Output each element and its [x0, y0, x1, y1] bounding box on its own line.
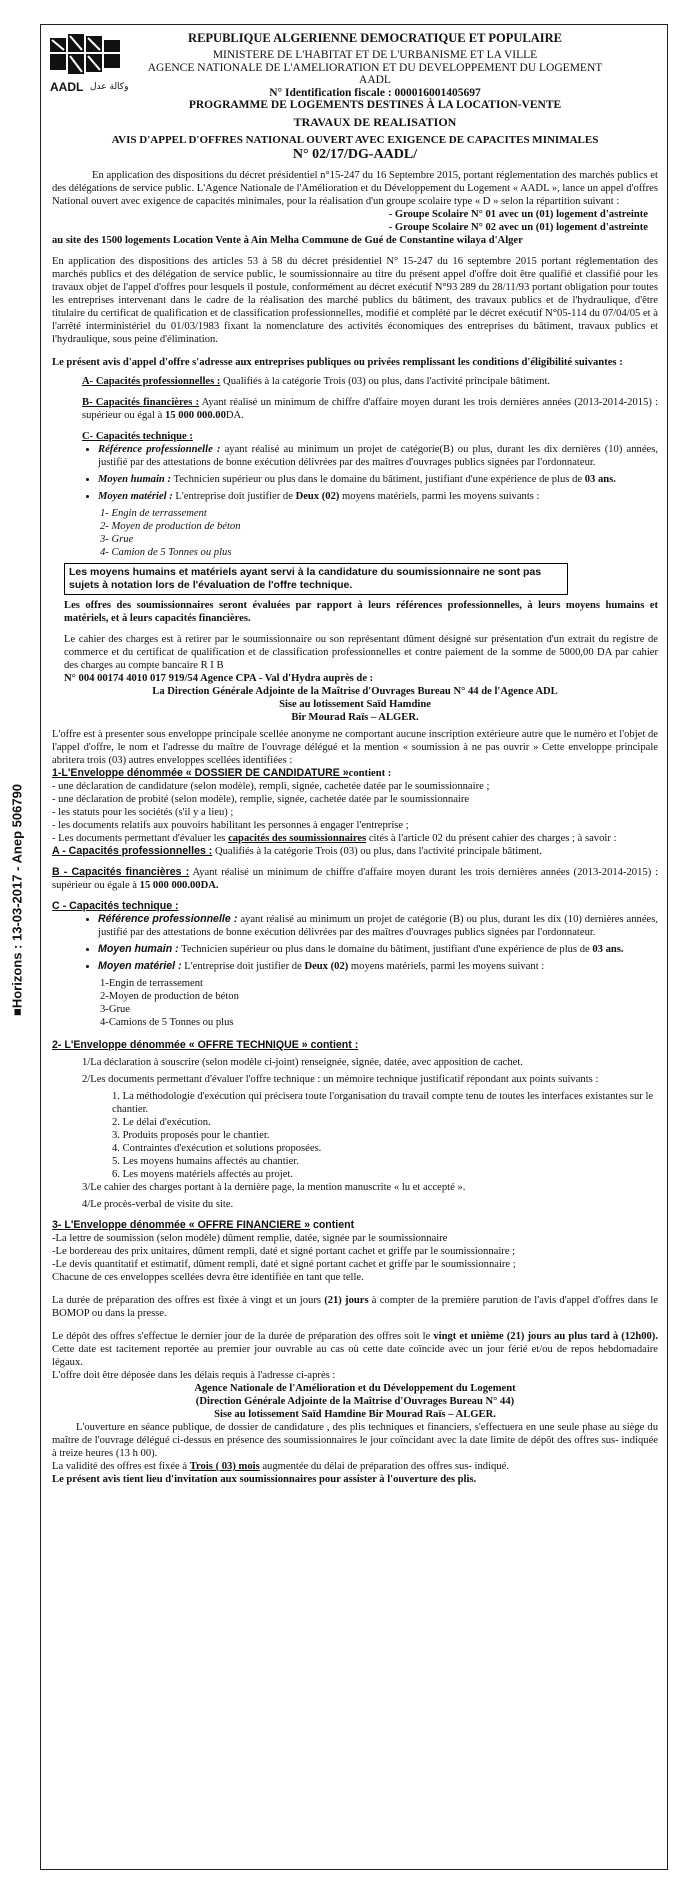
env1-title: 1-L'Enveloppe dénommée « DOSSIER DE CANDIDATURE »contient :	[52, 767, 392, 779]
env1-capC-label: C - Capacités technique :	[52, 900, 179, 912]
cahier-addr2: Sise au lotissement Saïd Hamdine	[279, 699, 431, 710]
boxed-note: Les moyens humains et matériels ayant servi à la candidature du soumissionnaire ne sont pas sujets à notation lors de l'évaluation de l'offre technique.	[64, 563, 568, 595]
intro-paragraph: En application des dispositions du décret présidentiel n°15-247 du 16 Septembre 2015, portant réglementation des marchés publics et des délégations de service public. L'Agence Nationale de l'Amélioration et du Développement du Logement « AADL », lance un appel d'offres National ouvert avec exigence de capacités minimales, pour la réalisation d'un groupe scolaire type « D » selon la répartition suivant :	[52, 170, 658, 207]
env2-title: 2- L'Enveloppe dénommée « OFFRE TECHNIQUE » contient :	[52, 1039, 359, 1051]
env2-point-5: 5. Les moyens humains affectés au chantier.	[112, 1156, 299, 1167]
duration-paragraph: La durée de préparation des offres est fixée à vingt et un jours (21) jours à compter de la première parution de l'avis d'appel d'offres dans le BOMOP ou dans la presse.	[52, 1295, 658, 1319]
rib-line: N° 004 00174 4010 017 919/54 Agence CPA - Val d'Hydra auprès de :	[64, 673, 374, 684]
opening-paragraph: L'ouverture en séance publique, de dossier de candidature , des plis techniques et financiers, s'effectuera en une seule phase au siège du maître de l'ouvrage délégué ci-dessus en présence des soumissionnaires le jour coïncidant avec la date limite de dépôt des offres sus- indiquée à treize heures (13 h 00).	[52, 1422, 658, 1459]
capacity-technical-label: C- Capacités technique :	[82, 431, 193, 442]
tech-human: • Moyen humain : Technicien supérieur ou plus dans le domaine du bâtiment, justifiant d'une expérience de plus de 03 ans.	[98, 473, 658, 486]
env3-title: 3- L'Enveloppe dénommée « OFFRE FINANCIERE » contient	[52, 1219, 355, 1231]
env1-tech-material: • Moyen matériel : L'entreprise doit justifier de Deux (02) moyens matériels, parmi les moyens suivant :	[98, 960, 658, 973]
group-1: - Groupe Scolaire N° 01 avec un (01) logement d'astreinte	[388, 209, 648, 220]
address-intro: L'offre doit être déposée dans les délais requis à l'adresse ci-après :	[52, 1370, 336, 1381]
regulation-paragraph: En application des dispositions des articles 53 à 58 du décret présidentiel N° 15-247 du 16 septembre 2015 portant réglementation des marchés publics et des délégation de service public, le soumissionnaire au titre du présent appel d'offre doit être qualifié et classifié pour les travaux objet de l'appel d'offres pour lesquels il postule, conformément au décret exécutif N°93 289 du 28/11/93 portant obligation pour toutes les entreprises intervenant dans le cadre de la réalisation des marché publics du bâtiment, des travaux publics et de l'hydraulique, d'être titulaire du certificat de qualification et de classification professionnelles, modifié et complété par le décret exécutif N°05-114 du 07/04/05 et à l'arrêté interministériel du 01/03/1983 fixant la nomenclature des activités économiques des entreprises du bâtiment, travaux publics et l'hydraulique, sous peine d'élimination.	[52, 256, 658, 345]
env1-item-4: - les documents relatifs aux pouvoirs habilitant les personnes à engager l'entreprise ;	[52, 820, 409, 831]
logo-arabic: وكالة عدل	[90, 82, 129, 92]
closing-addr2: (Direction Générale Adjointe de la Maîtrise d'Ouvrages Bureau N° 44)	[195, 1396, 515, 1407]
env2-item-3: 3/Le cahier des charges portant à la dernière page, la mention manuscrite « lu et accepté ».	[82, 1182, 466, 1193]
env1-technical-list	[52, 913, 658, 973]
envelope-intro: L'offre est à presenter sous enveloppe principale scellée anonyme ne comportant aucune inscription extérieure autre que le numéro et l'objet de l'appel d'offre, le nom et l'adresse du maître de l'ouvrage délégué et la mention « soumission à ne pas ouvrir » Cette enveloppe principale abritera trois (03) autres enveloppes scellées identifiées :	[52, 729, 658, 766]
env1-item-3: - les statuts pour les sociétés (s'il y a lieu) ;	[52, 807, 234, 818]
site-line: au site des 1500 logements Location Vente à Ain Melha Commune de Gué de Constantine wilaya d'Alger	[52, 235, 523, 246]
env2-item-2: 2/Les documents permettant d'évaluer l'offre technique : un mémoire technique justificatif répondant aux points suivants :	[82, 1074, 599, 1085]
capacity-financial: B- Capacités financières : Ayant réalisé un minimum de chiffre d'affaire moyen durant les trois dernières années (2013-2014-2015) : supérieur ou égal à 15 000 000.00DA.	[82, 397, 659, 421]
env1-item-5: - Les documents permettant d'évaluer les capacités des soumissionnaires cités à l'article 02 du présent cahier des charges ; à savoir :	[52, 833, 617, 844]
env3-item-3: -Le devis quantitatif et estimatif, dûment rempli, daté et signé portant cachet et griffe par le soumissionnaire ;	[52, 1259, 516, 1270]
programme-title: PROGRAMME DE LOGEMENTS DESTINES À LA LOCATION-VENTE	[188, 99, 562, 111]
cahier-addr1: La Direction Générale Adjointe de la Maîtrise d'Ouvrages Bureau N° 44 de l'Agence ADL	[152, 686, 558, 697]
env1-capB: B - Capacités financières : Ayant réalisé un minimum de chiffre d'affaire moyen durant les trois dernières années (2013-2014-2015) : supérieur ou égale à 15 000 000.00DA.	[52, 866, 659, 891]
env1-tech-reference: • Référence professionnelle : ayant réalisé au minimum un projet de catégorie (B) ou plus, durant les dix (10) dernières années, justifié par des attestations de bonne exécution délivrées par des maîtres d'ouvrages publics signées par l'ordonnateur.	[98, 913, 658, 939]
env3-item-4: Chacune de ces enveloppes scellées devra être identifiée en tant que telle.	[52, 1272, 364, 1283]
env1-capA: A - Capacités professionnelles : Qualifiés à la catégorie Trois (03) ou plus, dans l'activité principale bâtiment.	[52, 845, 542, 857]
env2-point-1: 1. La méthodologie d'exécution qui précisera toute l'organisation du travail compte tenu de toutes les interfaces existantes sur le chantier.	[112, 1091, 654, 1115]
closing-addr3: Sise au lotissement Saïd Hamdine Bir Mourad Raïs – ALGER.	[214, 1409, 496, 1420]
invitation-line: Le présent avis tient lieu d'invitation aux soumissionnaires pour assister à l'ouverture des plis.	[52, 1474, 477, 1485]
env1-tech-human: • Moyen humain : Technicien supérieur ou plus dans le domaine du bâtiment, justifiant d'une expérience de plus de 03 ans.	[98, 943, 658, 956]
env1-item-2: - une déclaration de probité (selon modèle), remplie, signée, cachetée datée par le soumissionnaire	[52, 794, 470, 805]
deposit-paragraph: Le dépôt des offres s'effectue le dernier jour de la durée de préparation des offres soit le vingt et unième (21) jours au plus tard à (12h00). Cette date est tacitement reportée au premier jour ouvrable au cas où cette date coïncide avec un jour férié et/ou de repos hebdomadaire légaux.	[52, 1331, 658, 1368]
republic-title: REPUBLIQUE ALGERIENNE DEMOCRATIQUE ET POPULAIRE	[188, 31, 562, 45]
env1-mean-4: 4-Camions de 5 Tonnes ou plus	[100, 1017, 234, 1028]
tech-reference: • Référence professionnelle : ayant réalisé au minimum un projet de catégorie(B) ou plus, durant les dix dernières (10) années, justifié par des attestations de bonne exécution délivrées par des maîtres d'ouvrages publics signées par l'ordonnateur.	[98, 443, 658, 469]
env1-mean-2: 2-Moyen de production de béton	[100, 991, 239, 1002]
notice-content	[52, 32, 658, 1486]
agency-abbr: AADL	[359, 74, 391, 86]
group-2: - Groupe Scolaire N° 02 avec un (01) logement d'astreinte	[388, 222, 648, 233]
mean-4: 4- Camion de 5 Tonnes ou plus	[100, 547, 232, 558]
env1-mean-1: 1-Engin de terrassement	[100, 978, 203, 989]
evaluation-note: Les offres des soumissionnaires seront évaluées par rapport à leurs références professionnelles, à leurs moyens humains et matériels, et à leurs capacités financières.	[64, 600, 658, 624]
fiscal-id: N° Identification fiscale : 000016001405697	[269, 86, 481, 99]
works-title: TRAVAUX DE REALISATION	[293, 114, 457, 129]
env2-point-6: 6. Les moyens matériels affectés au projet.	[112, 1169, 294, 1180]
avis-number: N° 02/17/DG-AADL/	[292, 147, 418, 162]
publication-stamp: ■Horizons : 13-03-2017 - Anep 506790	[9, 783, 25, 1017]
eligibility-intro: Le présent avis d'appel d'offre s'adresse aux entreprises publiques ou privées remplissant les conditions d'éligibilité suivantes :	[52, 357, 623, 368]
env2-point-2: 2. Le délai d'exécution.	[112, 1117, 211, 1128]
technical-list	[52, 443, 658, 503]
mean-1: 1- Engin de terrassement	[100, 508, 207, 519]
avis-title: AVIS D'APPEL D'OFFRES NATIONAL OUVERT AVEC EXIGENCE DE CAPACITES MINIMALES	[111, 134, 599, 146]
agency-name: AGENCE NATIONALE DE L'AMELIORATION ET DU DEVELOPPEMENT DU LOGEMENT	[147, 61, 603, 74]
env3-item-1: -La lettre de soumission (selon modèle) dûment remplie, datée, signée par le soumissionnaire	[52, 1233, 448, 1244]
closing-addr1: Agence Nationale de l'Amélioration et du Développement du Logement	[194, 1383, 516, 1394]
env2-point-3: 3. Produits proposés pour le chantier.	[112, 1130, 270, 1141]
capacity-professional: A- Capacités professionnelles : Qualifiés à la catégorie Trois (03) ou plus, dans l'activité principale bâtiment.	[82, 376, 551, 387]
env2-item-1: 1/La déclaration à souscrire (selon modèle ci-joint) renseignée, signée, datée, avec apposition de cachet.	[82, 1057, 523, 1068]
cahier-addr3: Bir Mourad Raïs – ALGER.	[291, 712, 419, 723]
ministry-name: MINISTERE DE L'HABITAT ET DE L'URBANISME ET LA VILLE	[212, 49, 538, 61]
env1-mean-3: 3-Grue	[100, 1004, 131, 1015]
cahier-paragraph: Le cahier des charges est à retirer par le soumissionnaire ou son représentant dûment désigné sur présentation d'un extrait du registre de commerce et du certificat de qualification et de classification professionnelles et contre paiement de la somme de 5000,00 DA par cahier des charges au compte bancaire R I B	[64, 634, 658, 671]
env2-point-4: 4. Contraintes d'exécution et solutions proposées.	[112, 1143, 322, 1154]
env3-item-2: -Le bordereau des prix unitaires, dûment rempli, daté et signé portant cachet et griffe par le soumissionnaire ;	[52, 1246, 516, 1257]
validity-line: La validité des offres est fixée à Trois ( 03) mois augmentée du délai de préparation des offres sus- indiqué.	[52, 1461, 509, 1472]
tech-material: • Moyen matériel : L'entreprise doit justifier de Deux (02) moyens matériels, parmi les moyens suivants :	[98, 490, 658, 503]
mean-2: 2- Moyen de production de béton	[100, 521, 241, 532]
env2-item-4: 4/Le procès-verbal de visite du site.	[82, 1199, 234, 1210]
mean-3: 3- Grue	[100, 534, 134, 545]
logo-name: AADL	[50, 80, 84, 94]
env1-item-1: - une déclaration de candidature (selon modèle), rempli, signée, cachetée datée par le soumissionnaire ;	[52, 781, 490, 792]
